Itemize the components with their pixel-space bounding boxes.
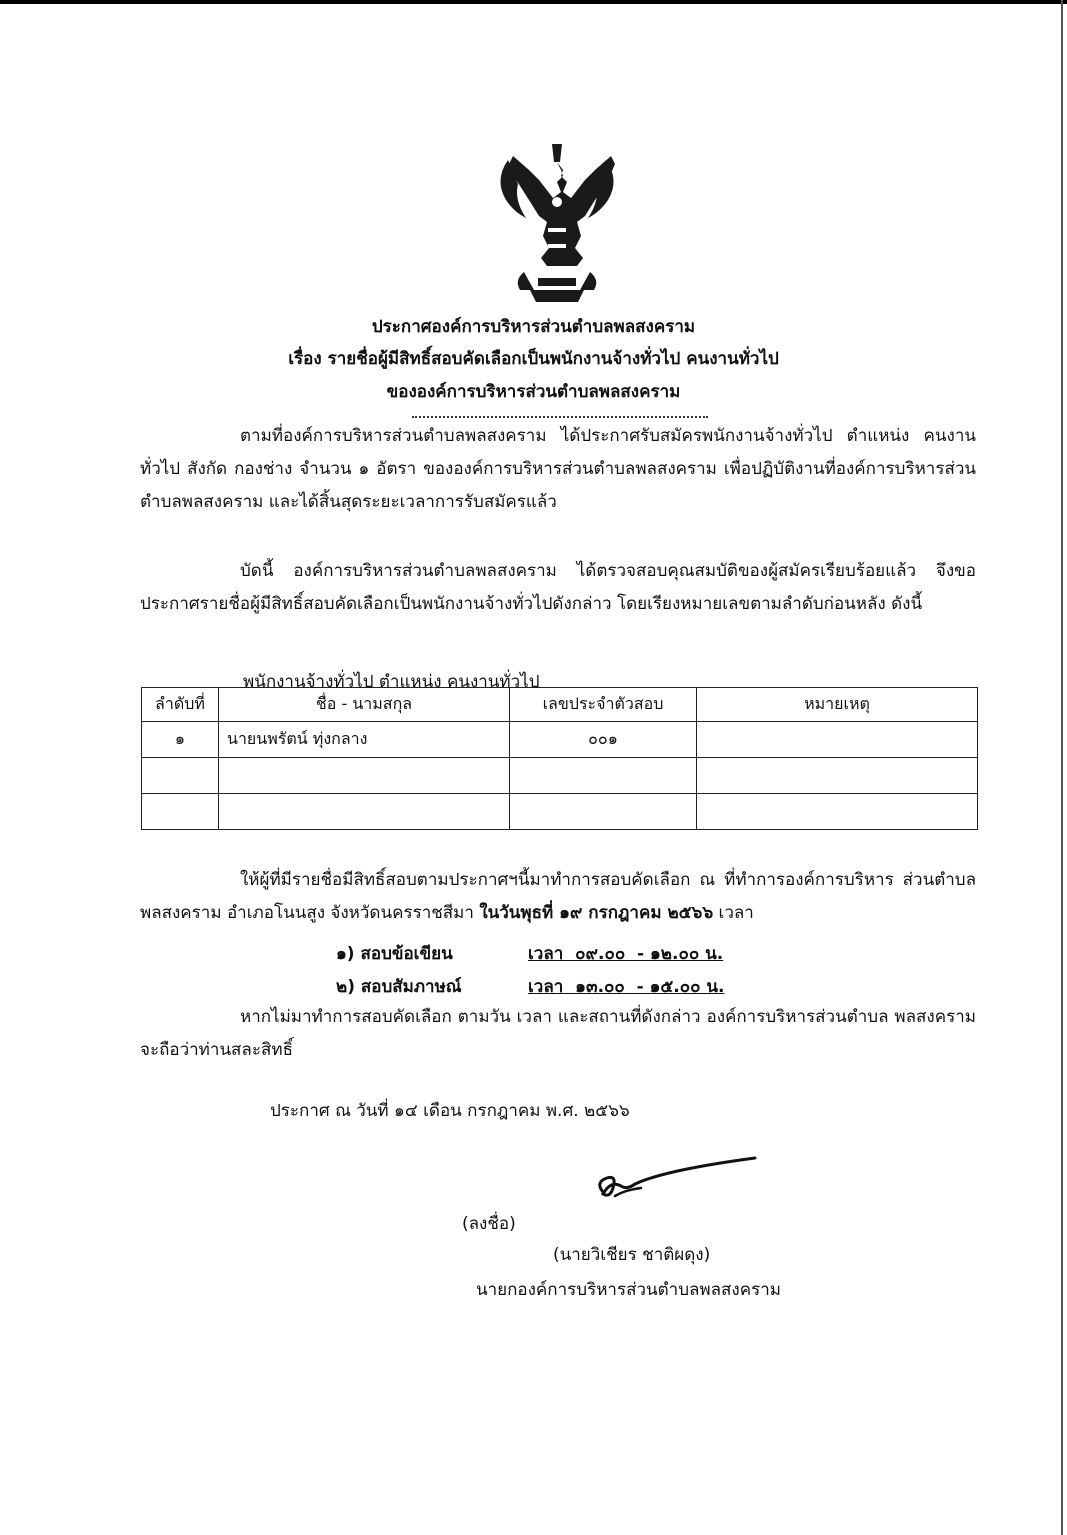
paragraph-3-tail: เวลา bbox=[713, 903, 754, 923]
cell-exam-id: ๐๐๑ bbox=[510, 722, 697, 758]
exam-date: ในวันพุธที่ ๑๙ กรกฎาคม ๒๕๖๖ bbox=[479, 903, 714, 923]
paragraph-2: บัดนี้ องค์การบริหารส่วนตำบลพลสงคราม ได้ตรวจสอบคุณสมบัติของผู้สมัครเรียบร้อยแล้ว จึงขอประกาศรายชื่อผู้มีสิทธิ์สอบคัดเลือกเป็นพนักงานจ้างทั่วไปดังกล่าว โดยเรียงหมายเลขตามลำดับก่อนหลัง ดังนี้ bbox=[140, 561, 976, 614]
col-header-order: ลำดับที่ bbox=[142, 688, 219, 722]
announcement-date: ประกาศ ณ วันที่ ๑๔ เดือน กรกฎาคม พ.ศ. ๒๕๖๖ bbox=[270, 1101, 630, 1121]
right-border bbox=[1061, 0, 1063, 1535]
exam-name: ๑) สอบข้อเขียน bbox=[336, 944, 453, 964]
subject-line: เรื่อง รายชื่อผู้มีสิทธิ์สอบคัดเลือกเป็นพนักงานจ้างทั่วไป คนงานทั่วไป bbox=[288, 349, 779, 369]
cell-exam-id bbox=[510, 758, 697, 794]
top-border bbox=[0, 0, 1067, 4]
subject-line-2: ขององค์การบริหารส่วนตำบลพลสงคราม bbox=[386, 382, 681, 402]
exam-name: ๒) สอบสัมภาษณ์ bbox=[336, 977, 462, 997]
cell-exam-id bbox=[510, 794, 697, 830]
cell-remark bbox=[697, 722, 978, 758]
col-header-exam-id: เลขประจำตัวสอบ bbox=[510, 688, 697, 722]
table-row bbox=[142, 794, 978, 830]
cell-remark bbox=[697, 758, 978, 794]
page-title: ประกาศองค์การบริหารส่วนตำบลพลสงคราม bbox=[371, 317, 696, 337]
exam-time: เวลา ๐๙.๐๐ - ๑๒.๐๐ น. bbox=[528, 944, 724, 964]
signature-mark bbox=[585, 1152, 760, 1222]
exam-item-written bbox=[336, 940, 723, 967]
signature-label: (ลงชื่อ) bbox=[462, 1214, 516, 1234]
signer-name: (นายวิเชียร ชาติผดุง) bbox=[553, 1245, 711, 1265]
exam-time: เวลา ๑๓.๐๐ - ๑๕.๐๐ น. bbox=[528, 977, 725, 997]
paragraph-3-text: ให้ผู้ที่มีรายชื่อมีสิทธิ์สอบตามประกาศฯนี้มาทำการสอบคัดเลือก ณ ที่ทำการองค์การบริหาร ส่วนตำบลพลสงคราม อำเภอโนนสูง จังหวัดนครราชสีมา bbox=[140, 870, 976, 923]
col-header-name: ชื่อ - นามสกุล bbox=[219, 688, 510, 722]
cell-name bbox=[219, 758, 510, 794]
garuda-emblem-icon bbox=[478, 140, 636, 310]
table-caption: พนักงานจ้างทั่วไป ตำแหน่ง คนงานทั่วไป bbox=[243, 672, 540, 692]
table-row bbox=[142, 722, 978, 758]
cell-name: นายนพรัตน์ ทุ่งกลาง bbox=[219, 722, 510, 758]
cell-order: ๑ bbox=[142, 722, 219, 758]
exam-item-interview bbox=[336, 973, 724, 1000]
candidate-table bbox=[141, 687, 978, 830]
paragraph-3 bbox=[140, 864, 976, 930]
signer-position: นายกองค์การบริหารส่วนตำบลพลสงคราม bbox=[476, 1280, 781, 1300]
table-row bbox=[142, 758, 978, 794]
table-header-row bbox=[142, 688, 978, 722]
cell-order bbox=[142, 794, 219, 830]
col-header-remark: หมายเหตุ bbox=[697, 688, 978, 722]
paragraph-1: ตามที่องค์การบริหารส่วนตำบลพลสงคราม ได้ประกาศรับสมัครพนักงานจ้างทั่วไป ตำแหน่ง คนงานทั่วไป สังกัด กองช่าง จำนวน ๑ อัตรา ขององค์การบริหารส่วนตำบลพลสงคราม เพื่อปฏิบัติงานที่องค์การบริหารส่วนตำบลพลสงคราม และได้สิ้นสุดระยะเวลาการรับสมัครแล้ว bbox=[140, 426, 976, 512]
divider bbox=[412, 416, 708, 418]
paragraph-4: หากไม่มาทำการสอบคัดเลือก ตามวัน เวลา และสถานที่ดังกล่าว องค์การบริหารส่วนตำบล พลสงครามจะถือว่าท่านสละสิทธิ์ bbox=[140, 1007, 976, 1060]
cell-order bbox=[142, 758, 219, 794]
cell-name bbox=[219, 794, 510, 830]
cell-remark bbox=[697, 794, 978, 830]
